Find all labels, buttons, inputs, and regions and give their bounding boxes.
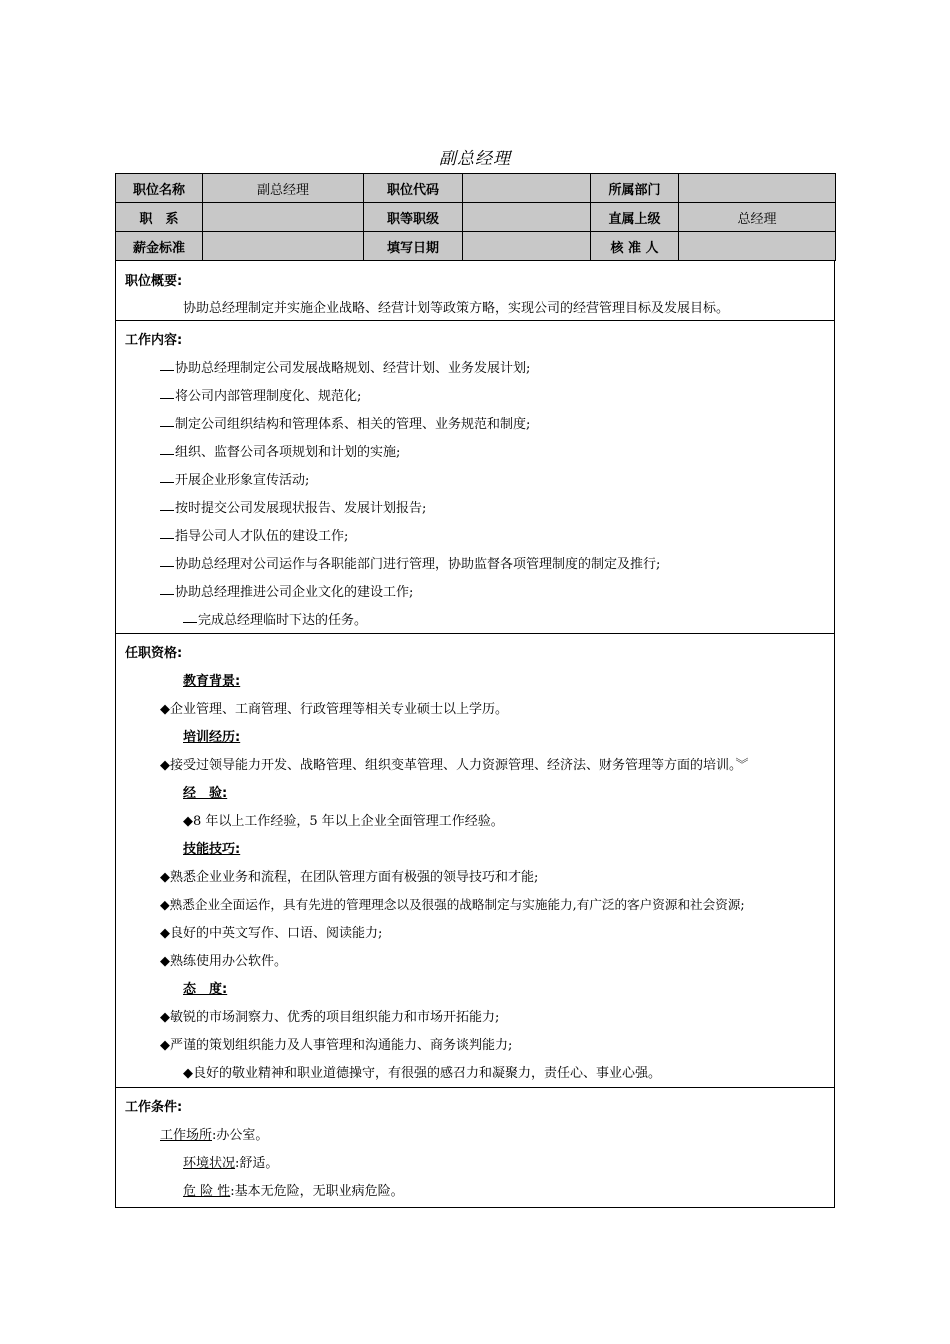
header-table <box>115 173 836 261</box>
down-chevron-icon: ︾ <box>735 758 749 773</box>
header-row <box>116 232 836 261</box>
skill-item: ◆熟练使用办公软件。 <box>160 954 287 969</box>
overview-text: 协助总经理制定并实施企业战略、经营计划等政策方略，实现公司的经营管理目标及发展目标。 <box>183 301 730 316</box>
department-value <box>679 174 836 203</box>
environment-line <box>183 1152 278 1171</box>
duties-heading: 工作内容: <box>125 333 183 348</box>
duty-item: 组织、监督公司各项规划和计划的实施; <box>160 441 400 460</box>
fill-date-value <box>463 232 591 261</box>
duty-item: 指导公司人才队伍的建设工作; <box>160 525 348 544</box>
environment-value: :舒适。 <box>235 1156 279 1171</box>
environment-label: 环境状况 <box>183 1156 236 1171</box>
approver-value <box>679 232 836 261</box>
attitude-title: 态 度: <box>183 982 228 997</box>
experience-title: 经 验: <box>183 786 228 801</box>
header-row <box>116 203 836 232</box>
duty-item: 制定公司组织结构和管理体系、相关的管理、业务规范和制度; <box>160 413 530 432</box>
skill-item: ◆熟悉企业业务和流程，在团队管理方面有极强的领导技巧和才能; <box>160 870 539 885</box>
training-title: 培训经历: <box>183 730 241 745</box>
duty-item: 协助总经理推进公司企业文化的建设工作; <box>160 581 413 600</box>
overview-section <box>115 261 835 321</box>
position-code-label: 职位代码 <box>364 174 463 203</box>
attitude-item: ◆良好的敬业精神和职业道德操守，有很强的感召力和凝聚力，责任心、事业心强。 <box>183 1066 661 1081</box>
skill-item: ◆熟悉企业全面运作，具有先进的管理理念以及很强的战略制定与实施能力,有广泛的客户资源和社会资源; <box>160 897 745 912</box>
grade-value <box>463 203 591 232</box>
skills-title: 技能技巧: <box>183 842 241 857</box>
training-text: ◆接受过领导能力开发、战略管理、组织变革管理、人力资源管理、经济法、财务管理等方面的培训。︾ <box>160 758 749 773</box>
qualifications-heading: 任职资格: <box>125 646 183 661</box>
risk-label: 危 险 性 <box>183 1184 231 1199</box>
job-description-form <box>115 173 835 1208</box>
salary-label: 薪金标准 <box>116 232 203 261</box>
qualifications-section <box>115 634 835 1088</box>
conditions-section <box>115 1088 835 1208</box>
supervisor-value: 总经理 <box>679 203 836 232</box>
header-row <box>116 174 836 203</box>
duty-item: 将公司内部管理制度化、规范化; <box>160 385 361 404</box>
duty-item: 协助总经理对公司运作与各职能部门进行管理，协助监督各项管理制度的制定及推行; <box>160 553 660 572</box>
page-title: 副总经理 <box>439 149 511 169</box>
risk-value: :基本无危险，无职业病危险。 <box>230 1184 404 1199</box>
department-label: 所属部门 <box>591 174 679 203</box>
education-title: 教育背景: <box>183 674 241 689</box>
grade-label: 职等职级 <box>364 203 463 232</box>
position-name-label: 职位名称 <box>116 174 203 203</box>
duty-item: 完成总经理临时下达的任务。 <box>183 609 367 628</box>
fill-date-label: 填写日期 <box>364 232 463 261</box>
position-name-value: 副总经理 <box>203 174 364 203</box>
job-family-label: 职 系 <box>116 203 203 232</box>
supervisor-label: 直属上级 <box>591 203 679 232</box>
duties-section <box>115 321 835 634</box>
overview-heading: 职位概要: <box>125 274 183 289</box>
duty-item: 按时提交公司发展现状报告、发展计划报告; <box>160 497 426 516</box>
experience-text: ◆8 年以上工作经验，5 年以上企业全面管理工作经验。 <box>183 814 504 829</box>
position-code-value <box>463 174 591 203</box>
risk-line <box>183 1180 404 1199</box>
duty-item: 开展企业形象宣传活动; <box>160 469 309 488</box>
skill-item: ◆良好的中英文写作、口语、阅读能力; <box>160 926 383 941</box>
work-place-label: 工作场所 <box>160 1128 213 1143</box>
conditions-heading: 工作条件: <box>125 1100 183 1115</box>
attitude-item: ◆严谨的策划组织能力及人事管理和沟通能力、商务谈判能力; <box>160 1038 513 1053</box>
attitude-item: ◆敏锐的市场洞察力、优秀的项目组织能力和市场开拓能力; <box>160 1010 500 1025</box>
work-place-line <box>160 1124 268 1143</box>
education-text: ◆企业管理、工商管理、行政管理等相关专业硕士以上学历。 <box>160 702 508 717</box>
salary-value <box>203 232 364 261</box>
work-place-value: :办公室。 <box>212 1128 269 1143</box>
approver-label: 核 准 人 <box>591 232 679 261</box>
duty-item: 协助总经理制定公司发展战略规划、经营计划、业务发展计划; <box>160 357 530 376</box>
job-family-value <box>203 203 364 232</box>
